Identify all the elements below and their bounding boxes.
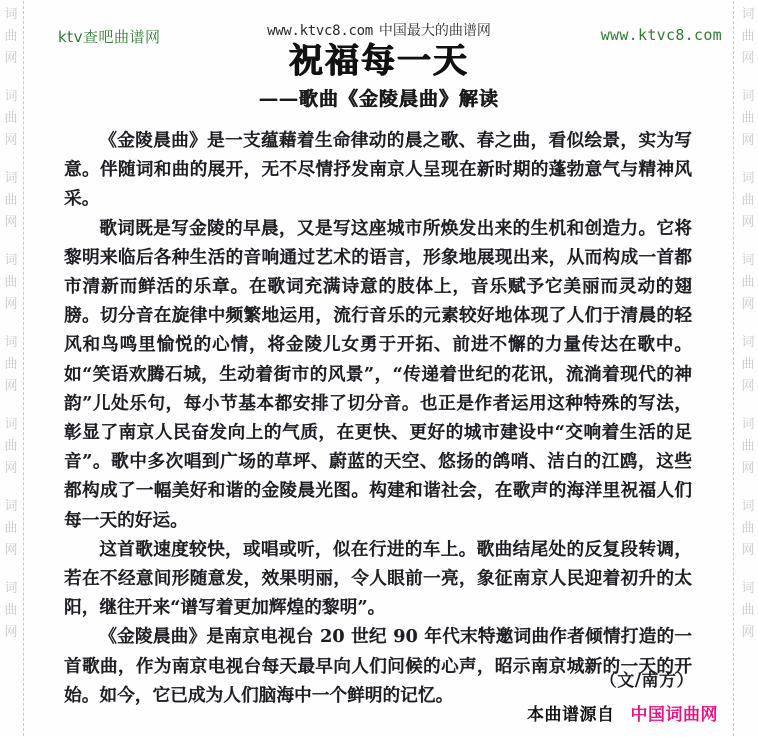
watermark-char: 网: [741, 625, 755, 640]
watermark-char: 词: [4, 581, 18, 596]
watermark-char: 词: [741, 89, 755, 104]
watermark-char: 网: [741, 51, 755, 66]
watermark-group: [4, 496, 17, 562]
watermark-group: [741, 414, 754, 480]
watermark-char: 词: [4, 171, 18, 186]
watermark-char: 词: [4, 7, 18, 22]
watermark-char: 曲: [741, 111, 755, 126]
watermark-char: 网: [741, 133, 755, 148]
watermark-char: 词: [741, 335, 755, 350]
watermark-group: [4, 168, 17, 234]
watermark-char: 词: [741, 171, 755, 186]
watermark-char: 网: [4, 133, 18, 148]
watermark-char: 曲: [4, 603, 18, 618]
watermark-char: 曲: [741, 439, 755, 454]
watermark-char: 曲: [741, 193, 755, 208]
watermark-group: [4, 332, 17, 398]
watermark-group: [741, 332, 754, 398]
paragraph: 《金陵晨曲》是南京电视台 20 世纪 90 年代末特邀词曲作者倾情打造的一首歌曲，作为南京电视台每天最早向人们问候的心声，昭示南京城新的一天的开始。如今，它已成为人们脑海中一个鲜明的记忆。: [64, 626, 692, 706]
watermark-group: [741, 578, 754, 644]
watermark-char: 曲: [741, 521, 755, 536]
watermark-char: 曲: [4, 357, 18, 372]
watermark-char: 网: [4, 215, 18, 230]
author-byline: （文/南方）: [599, 671, 694, 691]
watermark-char: 网: [4, 297, 18, 312]
source-site-name: 中国词曲网: [630, 705, 718, 725]
watermark-char: 网: [741, 215, 755, 230]
header-center-tagline: 中国最大的曲谱网: [378, 23, 491, 39]
watermark-char: 网: [741, 461, 755, 476]
source-label: 本曲谱源自: [527, 705, 615, 725]
watermark-char: 网: [741, 379, 755, 394]
paragraph: 《金陵晨曲》是一支蕴藉着生命律动的晨之歌、春之曲，看似绘景，实为写意。伴随词和曲的展开，无不尽情抒发南京人呈现在新时期的蓬勃意气与精神风采。: [64, 130, 692, 210]
watermark-char: 曲: [4, 439, 18, 454]
watermark-char: 词: [4, 335, 18, 350]
watermark-char: 曲: [741, 603, 755, 618]
header-center-url: www.ktvc8.com: [267, 23, 373, 39]
watermark-char: 词: [4, 253, 18, 268]
watermark-char: 曲: [4, 29, 18, 44]
watermark-char: 网: [4, 379, 18, 394]
watermark-char: 曲: [4, 193, 18, 208]
watermark-char: 词: [4, 417, 18, 432]
watermark-char: 网: [4, 461, 18, 476]
watermark-char: 网: [741, 543, 755, 558]
source-attribution: [527, 700, 718, 725]
paragraph: 歌词既是写金陵的早晨，又是写这座城市所焕发出来的生机和创造力。它将黎明来临后各种生活的音响通过艺术的语言，形象地展现出来，从而构成一首都市清新而鲜活的乐章。在歌词充满诗意的肢体上，音乐赋予它美丽而灵动的翅膀。切分音在旋律中频繁地运用，流行音乐的元素较好地体现了人们于清晨的轻风和鸟鸣里愉悦的心情，将金陵儿女勇于开拓、前进不懈的力量传达在歌中。如“笑语欢腾石城，生动着街市的风景”，“传递着世纪的花讯，流淌着现代的神韵”儿处乐句，每小节基本都安排了切分音。也正是作者运用这种特殊的写法，彰显了南京人民奋发向上的气质，在更快、更好的城市建设中“交响着生活的足音”。歌中多次唱到广场的草坪、蔚蓝的天空、悠扬的鸽哨、洁白的江鸥，这些都构成了一幅美好和谐的金陵晨光图。构建和谐社会，在歌声的海洋里祝福人们每一天的好运。: [64, 217, 692, 531]
watermark-group: [741, 496, 754, 562]
header-right-url: www.ktvc8.com: [600, 26, 722, 44]
watermark-char: 词: [741, 581, 755, 596]
watermark-char: 曲: [4, 275, 18, 290]
watermark-char: 网: [4, 51, 18, 66]
watermark-char: 网: [4, 625, 18, 640]
article-body: [64, 126, 692, 710]
header-left-watermark-text: ktv查吧曲谱网: [58, 28, 161, 46]
watermark-char: 词: [741, 417, 755, 432]
page-subtitle: ——歌曲《金陵晨曲》解读: [258, 88, 499, 110]
watermark-char: 曲: [741, 275, 755, 290]
watermark-char: 词: [4, 499, 18, 514]
watermark-group: [4, 414, 17, 480]
watermark-group: [4, 250, 17, 316]
watermark-char: 网: [741, 297, 755, 312]
watermark-group: [741, 250, 754, 316]
page-title: 祝福每一天: [289, 41, 469, 81]
watermark-char: 网: [4, 543, 18, 558]
watermark-char: 词: [4, 89, 18, 104]
watermark-char: 曲: [741, 29, 755, 44]
watermark-char: 词: [741, 499, 755, 514]
watermark-char: 词: [741, 7, 755, 22]
watermark-char: 词: [741, 253, 755, 268]
watermark-char: 曲: [4, 111, 18, 126]
watermark-char: 曲: [741, 357, 755, 372]
watermark-char: 曲: [4, 521, 18, 536]
watermark-group: [741, 168, 754, 234]
watermark-group: [4, 578, 17, 644]
paragraph: 这首歌速度较快，或唱或听，似在行进的车上。歌曲结尾处的反复段转调，若在不经意间形随意发，效果明丽，令人眼前一亮，象征南京人民迎着初升的太阳，继往开来“谱写着更加辉煌的黎明”。: [64, 538, 692, 619]
